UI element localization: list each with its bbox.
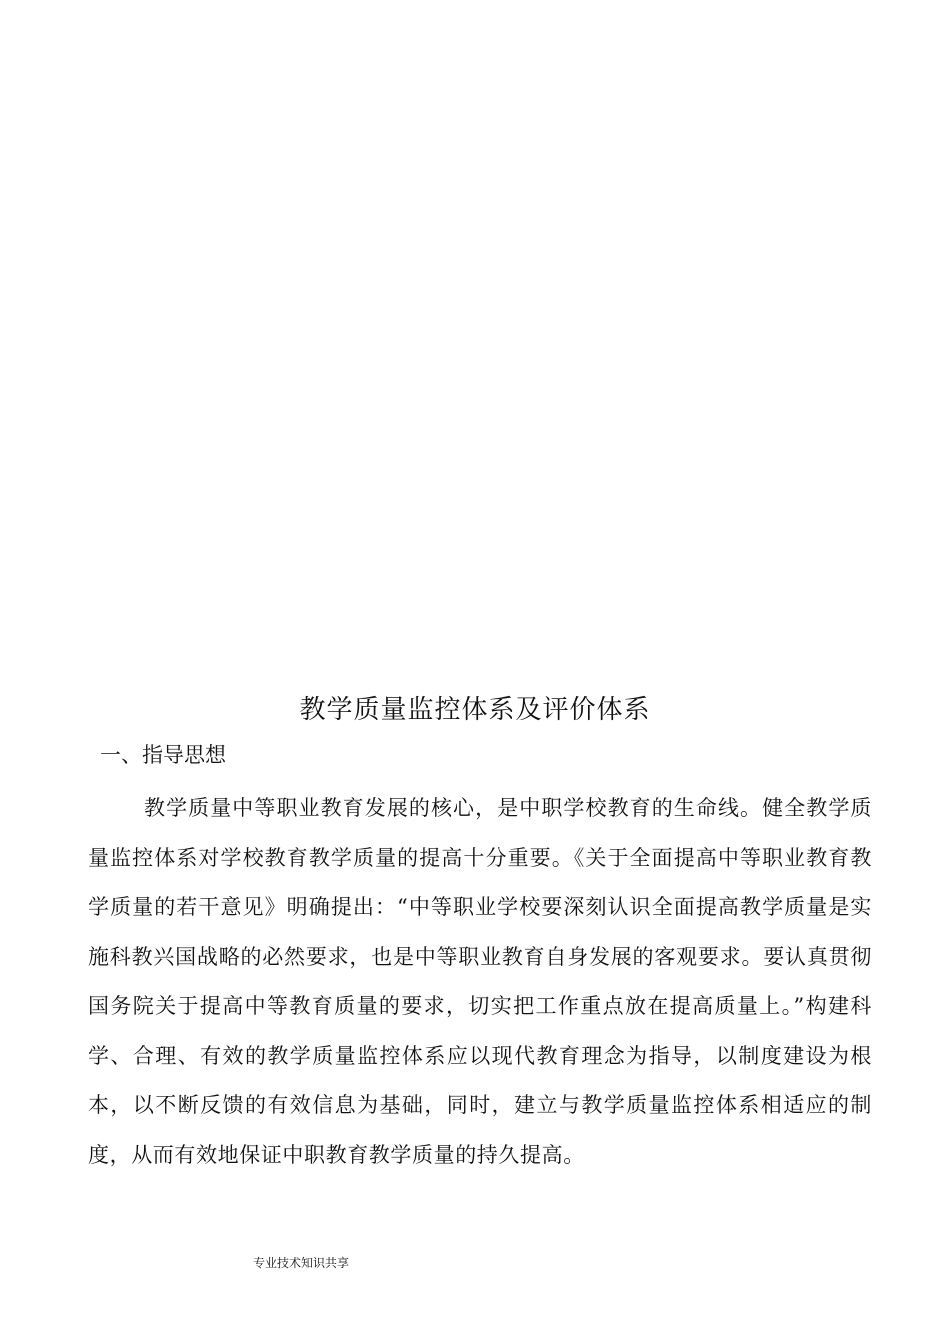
body-paragraph: 教学质量中等职业教育发展的核心，是中职学校教育的生命线。健全教学质量监控体系对学校教育教学质量的提高十分重要。《关于全面提高中等职业教育教学质量的若干意见》明确提出：“中等职业学校要深刻认识全面提高教学质量是实施科教兴国战略的必然要求，也是中等职业教育自身发展的客观要求。要认真贯彻国务院关于提高中等教育质量的要求，切实把工作重点放在提高质量上。”构建科学、合理、有效的教学质量监控体系应以现代教育理念为指导，以制度建设为根本，以不断反馈的有效信息为基础，同时，建立与教学质量监控体系相适应的制度，从而有效地保证中职教育教学质量的持久提高。: [88, 796, 872, 1167]
section-heading: 一、指导思想: [100, 743, 226, 767]
document-title: 教学质量监控体系及评价体系: [299, 695, 651, 725]
page-footer: 专业技术知识共享: [253, 1256, 350, 1270]
